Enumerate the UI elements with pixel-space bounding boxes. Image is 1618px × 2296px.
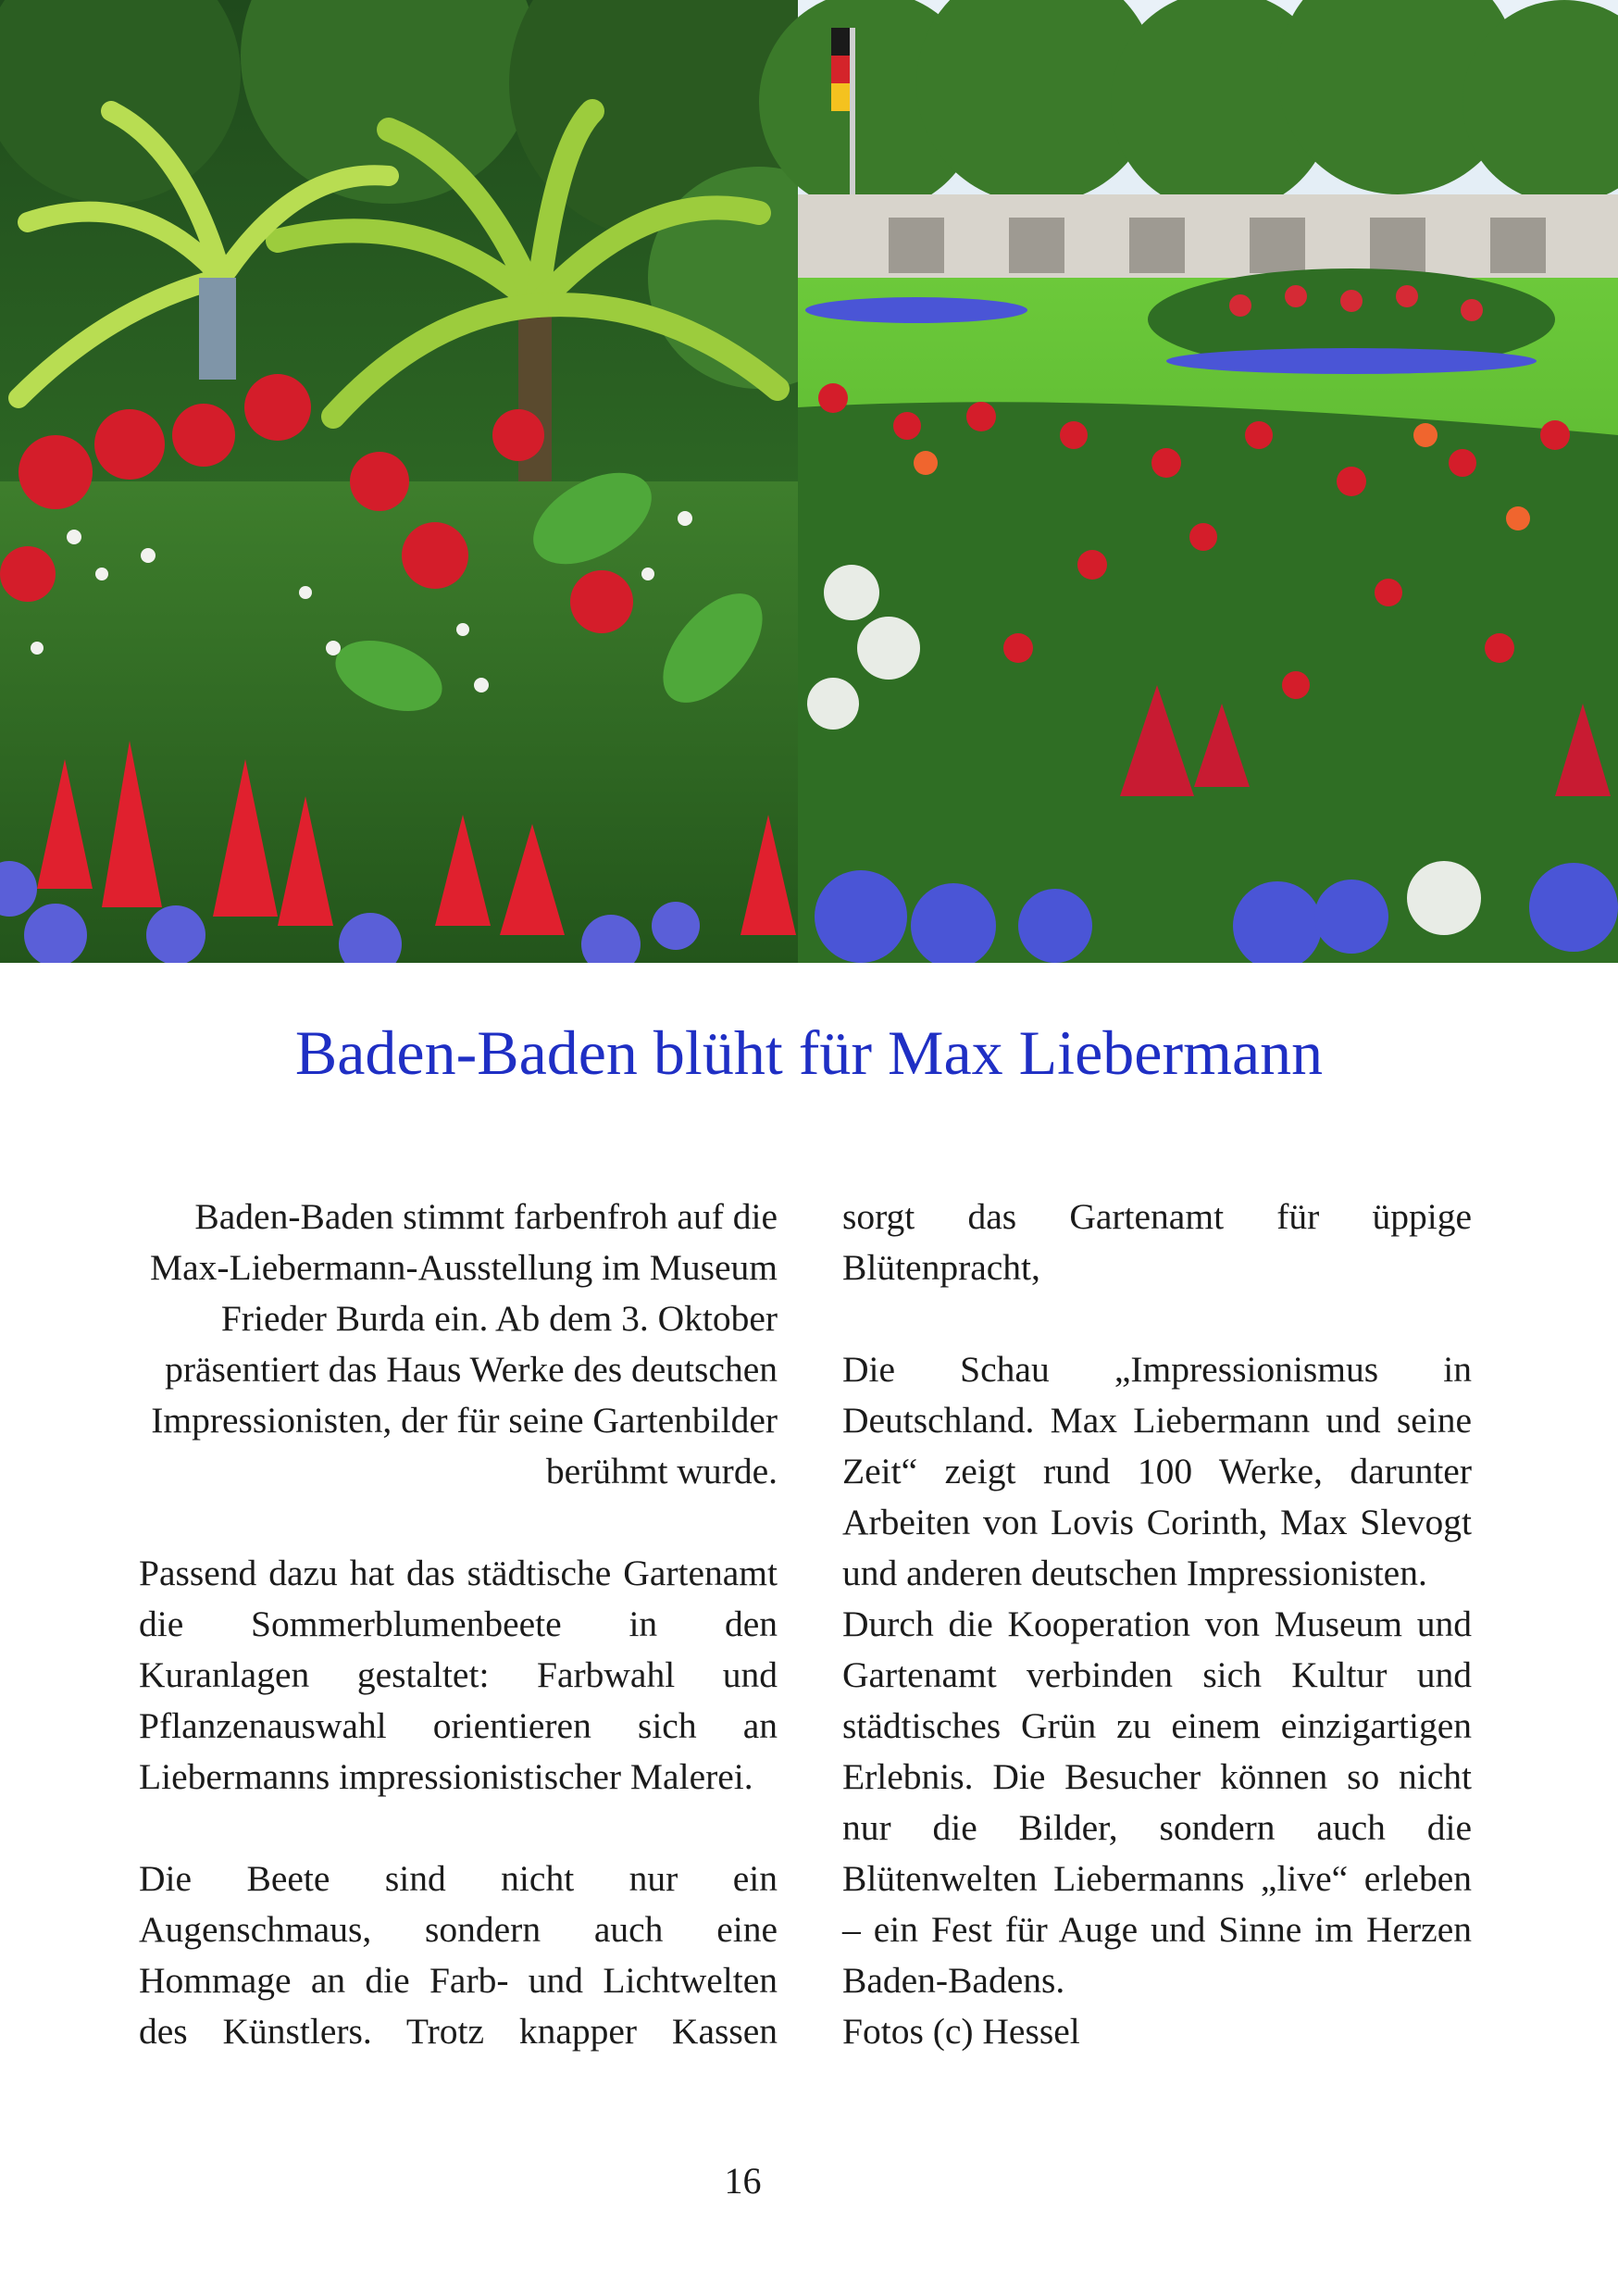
page-number: 16 [724,2160,762,2202]
paragraph-beete: Die Beete sind nicht nur ein Augenschmaus, sondern auch eine Hommage an die Farb- und Lichtwelten des Künstlers. Trotz knapper Kassen [139,1858,778,2052]
article-title: Baden-Baden blüht für Max Liebermann [294,1017,1324,1088]
garden-photos [0,0,1618,963]
left-garden-photo [0,0,870,963]
right-garden-photo [759,0,1618,963]
left-column [139,1192,778,2057]
paragraph-bluetenpracht: sorgt das Gartenamt für üppige Blütenpracht, [842,1196,1472,1288]
paragraph-schau: Die Schau „Impressionismus in Deutschland. Max Liebermann und seine Zeit“ zeigt rund 100 Werke, darunter Arbeiten von Lovis Corinth, Max Slevogt und anderen deutschen Impressionisten. [842,1349,1472,1593]
paragraph-kooperation: Durch die Kooperation von Museum und Gartenamt verbinden sich Kultur und städtisches Grün zu einem einzigartigen Erlebnis. Die Besucher können so nicht nur die Bilder, sondern auch die Blütenwelten Liebermanns „live“ erleben – ein Fest für Auge und Sinne im Herzen Baden-Badens. [842,1603,1472,2001]
right-column [842,1192,1472,2057]
intro-paragraph: Baden-Baden stimmt farbenfroh auf die Max-Liebermann-Ausstellung im Museum Frieder Burda ein. Ab dem 3. Oktober präsentiert das Haus Werke des deutschen Impressionisten, der für seine Gartenbilder berühmt wurde. [150,1196,778,1491]
photo-strip [0,0,1618,963]
paragraph-kuranlagen: Passend dazu hat das städtische Gartenamt die Sommerblumenbeete in den Kuranlagen gestaltet: Farbwahl und Pflanzenauswahl orientieren sich an Liebermanns impressionistischer Malerei. [139,1553,778,1797]
photo-credit: Fotos (c) Hessel [842,2011,1080,2052]
